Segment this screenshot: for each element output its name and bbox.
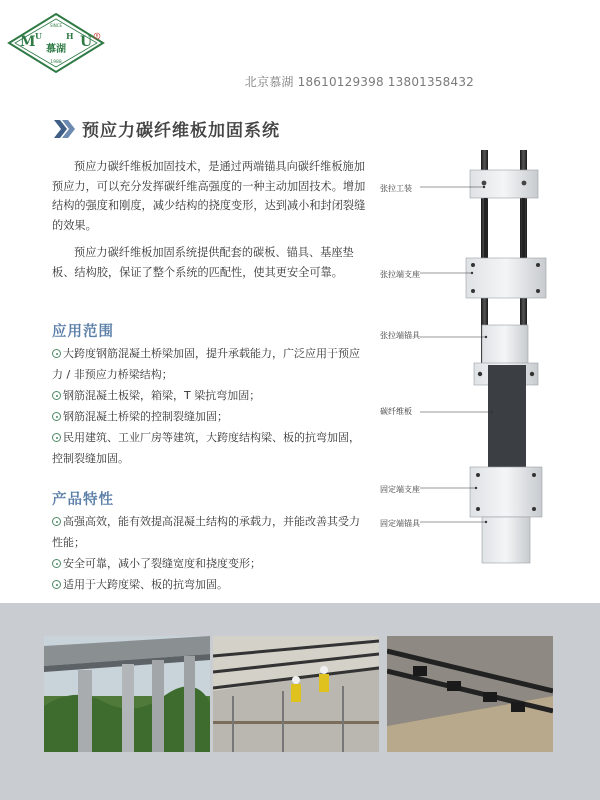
svg-text:H: H bbox=[66, 31, 74, 41]
features-heading: 产品特性 bbox=[52, 492, 114, 508]
svg-text:R: R bbox=[95, 33, 99, 39]
svg-text:U: U bbox=[35, 31, 42, 41]
label-fixed-anchor: 固定端锚具 bbox=[380, 519, 420, 528]
list-item: 钢筋混凝土桥梁的控制裂缝加固； bbox=[52, 406, 370, 427]
svg-text:SINCE: SINCE bbox=[49, 23, 63, 28]
label-carbon-plate: 碳纤维板 bbox=[380, 407, 412, 416]
svg-text:M: M bbox=[20, 34, 36, 50]
list-item: 安全可靠，减小了裂缝宽度和挠度变形； bbox=[52, 553, 370, 574]
page-title-row bbox=[52, 116, 280, 141]
application-heading: 应用范围 bbox=[52, 324, 114, 340]
intro-paragraph-2: 预应力碳纤维板加固系统提供配套的碳板、锚具、基座垫板、结构胶，保证了整个系统的匹配性，使其更安全可靠。 bbox=[52, 246, 354, 279]
label-tension-tool: 张拉工装 bbox=[380, 184, 412, 193]
bullet-circle-icon bbox=[52, 559, 61, 568]
double-chevron-icon bbox=[52, 119, 76, 139]
list-item: 钢筋混凝土板梁，箱梁，T 梁抗弯加固； bbox=[52, 385, 370, 406]
list-item: 适用于大跨度梁、板的抗弯加固。 bbox=[52, 574, 370, 595]
svg-text:U: U bbox=[80, 34, 93, 50]
svg-text:1988: 1988 bbox=[50, 60, 62, 65]
bullet-circle-icon bbox=[52, 349, 61, 358]
bridge-photo bbox=[44, 636, 210, 752]
bullet-circle-icon bbox=[52, 391, 61, 400]
bullet-circle-icon bbox=[52, 517, 61, 526]
muhu-logo bbox=[6, 12, 106, 74]
intro-paragraph-1: 预应力碳纤维板加固技术，是通过两端锚具向碳纤维板施加预应力，可以充分发挥碳纤维高强度的一种主动加固技术。增加结构的强度和刚度，减少结构的挠度变形，达到减小和封闭裂缝的效果。 bbox=[52, 160, 366, 232]
workers-photo bbox=[213, 636, 379, 752]
label-tension-anchor: 张拉端锚具 bbox=[380, 331, 420, 340]
contact-line: 北京慕湖 18610129398 13801358432 bbox=[244, 75, 474, 89]
application-list bbox=[52, 343, 370, 469]
svg-text:慕湖: 慕湖 bbox=[46, 44, 66, 55]
anchorage-diagram-graphic bbox=[372, 145, 572, 575]
page-title: 预应力碳纤维板加固系统 bbox=[82, 121, 280, 141]
features-list bbox=[52, 511, 370, 595]
bullet-circle-icon bbox=[52, 433, 61, 442]
anchor-closeup-photo bbox=[387, 636, 553, 752]
label-tension-support: 张拉端支座 bbox=[380, 270, 420, 279]
list-item: 高强高效，能有效提高混凝土结构的承载力，并能改善其受力性能； bbox=[52, 515, 360, 549]
anchorage-diagram bbox=[372, 145, 572, 575]
bullet-circle-icon bbox=[52, 580, 61, 589]
label-fixed-support: 固定端支座 bbox=[380, 485, 420, 494]
list-item: 民用建筑、工业厂房等建筑，大跨度结构梁、板的抗弯加固，控制裂缝加固。 bbox=[52, 431, 360, 465]
list-item: 大跨度钢筋混凝土桥梁加固，提升承载能力，广泛应用于预应力 / 非预应力桥梁结构； bbox=[52, 347, 360, 381]
bullet-circle-icon bbox=[52, 412, 61, 421]
